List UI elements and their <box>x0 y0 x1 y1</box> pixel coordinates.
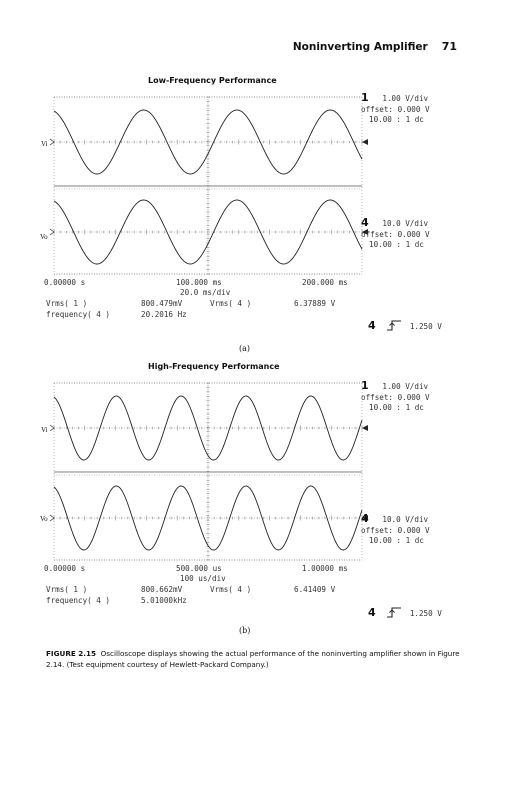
panel-b-sublabel: (b) <box>239 626 251 635</box>
panel-a-ch1-offset: offset: 0.000 V <box>361 104 430 114</box>
header-title: Noninverting Amplifier <box>292 41 428 53</box>
panel-b-time-left: 0.00000 s <box>44 564 86 573</box>
panel-b-vrms1-value: 800.662mV <box>141 585 183 594</box>
panel-b-time-div: 100 us/div <box>180 574 226 583</box>
panel-a-freq-value: 20.2016 Hz <box>141 310 187 319</box>
panel-b-trigger-level: 1.250 V <box>409 609 442 618</box>
panel-a-ch1-scale: 1.00 V/div <box>382 94 429 103</box>
panel-a-time-div: 20.0 ms/div <box>180 288 231 297</box>
panel-b-freq-label: frequency( 4 ) <box>46 596 111 605</box>
panel-a-time-left: 0.00000 s <box>44 278 86 287</box>
figure-caption <box>46 648 466 670</box>
rising-edge-trigger-icon <box>386 607 402 618</box>
panel-b-trigger-channel: 4 <box>368 606 376 619</box>
panel-b-vrms4-value: 6.41409 V <box>294 585 336 594</box>
panel-b-ch1-probe: 10.00 : 1 dc <box>369 403 424 412</box>
panel-a-vrms1-value: 800.479mV <box>141 299 183 308</box>
panel-a-ch4-offset: offset: 0.000 V <box>361 229 430 239</box>
panel-a-ch4-number: 4 <box>361 216 369 229</box>
figure-caption-text: Oscilloscope displays showing the actual performance of the noninverting amplifier shown in Figure 2.14. (Test equipment courtesy of Hewlett-Packard Company.) <box>46 649 460 669</box>
panel-a-scope-display <box>40 92 366 288</box>
panel-b-ch1-number: 1 <box>361 379 369 392</box>
panel-b-trigger-readout <box>368 607 442 620</box>
panel-b-title: High-Frequency Performance <box>148 362 280 371</box>
running-header <box>0 40 457 53</box>
panel-b-vrms4-label: Vrms( 4 ) <box>210 585 252 594</box>
ch1-ground-marker <box>50 139 54 145</box>
panel-a-time-right: 200.000 ms <box>302 278 348 287</box>
ch1-marker <box>362 139 368 145</box>
ch4-ground-marker <box>50 515 54 521</box>
panel-a-ch4-probe: 10.00 : 1 dc <box>369 240 424 249</box>
panel-a-vrms1-label: Vrms( 1 ) <box>46 299 88 308</box>
panel-b-ch4-probe: 10.00 : 1 dc <box>369 536 424 545</box>
panel-b-ch4-offset: offset: 0.000 V <box>361 525 430 535</box>
page-number: 71 <box>441 40 457 53</box>
panel-b-ch1-readout <box>361 381 430 414</box>
panel-a-freq-label: frequency( 4 ) <box>46 310 111 319</box>
panel-b-ch4-readout <box>361 514 430 547</box>
panel-a-ch1-readout <box>361 93 430 126</box>
panel-a-trigger-level: 1.250 V <box>409 322 442 331</box>
panel-b-vrms1-label: Vrms( 1 ) <box>46 585 88 594</box>
panel-a-trigger-readout <box>368 320 442 333</box>
panel-a-vrms4-value: 6.37889 V <box>294 299 336 308</box>
panel-b-ch4-number: 4 <box>361 512 369 525</box>
panel-a-vo-label: Vo <box>40 233 48 241</box>
panel-a-ch1-probe: 10.00 : 1 dc <box>369 115 424 124</box>
panel-b-ch1-scale: 1.00 V/div <box>382 382 429 391</box>
panel-a-ch4-scale: 10.0 V/div <box>382 219 429 228</box>
panel-a-vi-label: Vi <box>41 140 48 148</box>
ch1-ground-marker <box>50 425 54 431</box>
panel-a-vrms4-label: Vrms( 4 ) <box>210 299 252 308</box>
panel-a-ch4-readout <box>361 218 430 251</box>
panel-a-sublabel: (a) <box>239 344 251 353</box>
figure-caption-label: FIGURE 2.15 <box>46 649 97 658</box>
panel-a-trigger-channel: 4 <box>368 319 376 332</box>
panel-a-ch1-number: 1 <box>361 91 369 104</box>
panel-b-freq-value: 5.01000kHz <box>141 596 187 605</box>
panel-b-time-center: 500.000 us <box>176 564 222 573</box>
panel-b-time-right: 1.00000 ms <box>302 564 348 573</box>
panel-b-vi-label: Vi <box>41 426 48 434</box>
panel-a-title: Low-Frequency Performance <box>148 76 277 85</box>
ch1-marker <box>362 425 368 431</box>
rising-edge-trigger-icon <box>386 320 402 331</box>
panel-a-time-center: 100.000 ms <box>176 278 222 287</box>
panel-b-ch1-offset: offset: 0.000 V <box>361 392 430 402</box>
panel-b-ch4-scale: 10.0 V/div <box>382 515 429 524</box>
panel-b-vo-label: Vo <box>40 515 48 523</box>
ch4-ground-marker <box>50 229 54 235</box>
panel-b-scope-display <box>40 378 366 574</box>
